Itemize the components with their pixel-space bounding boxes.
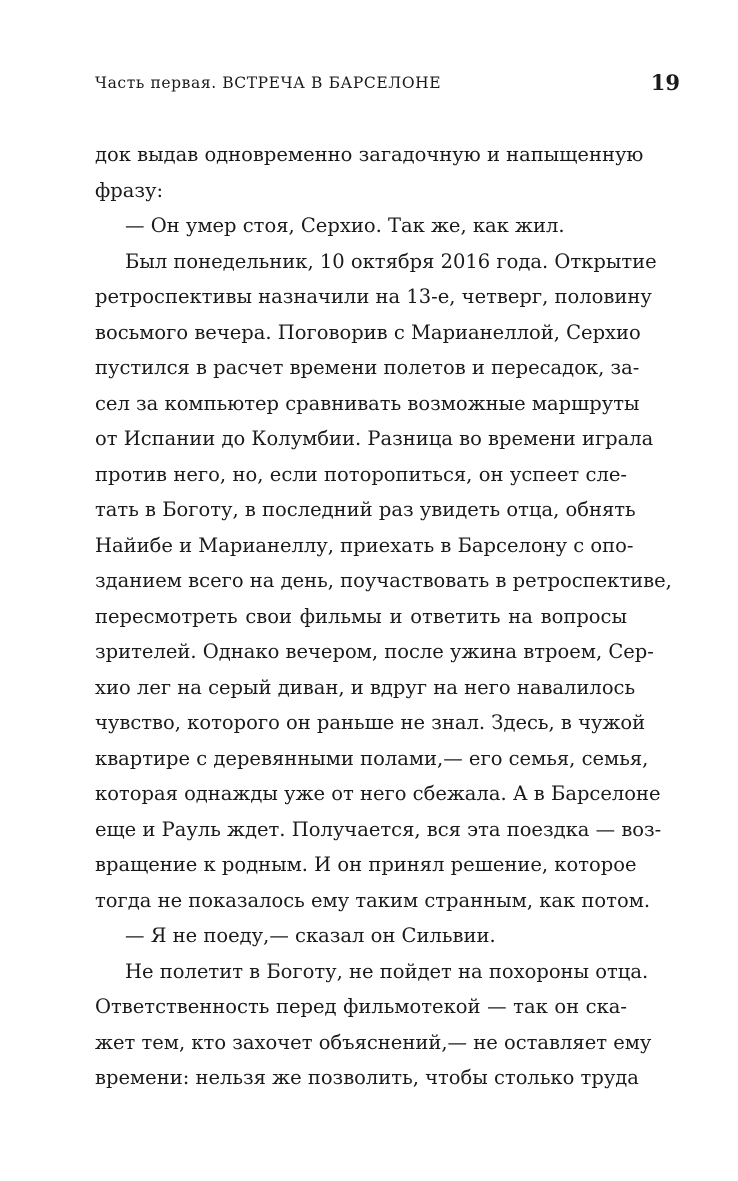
text-line: которая однажды уже от него сбежала. А в Барселоне — [95, 782, 661, 805]
text-line: восьмого вечера. Поговорив с Марианеллой, Серхио — [95, 320, 641, 344]
text-line: док выдав одновременно загадочную и напыщенную — [95, 143, 644, 166]
text-line: пустился в расчет времени полетов и пересадок, за- — [95, 356, 640, 379]
text-line: Ответственность перед фильмотекой — так он ска- — [95, 995, 627, 1018]
text-line: еще и Рауль ждет. Получается, вся эта поездка — воз- — [95, 817, 662, 841]
text-line: зрителей. Однако вечером, после ужина втроем, Сер- — [95, 640, 654, 663]
text-line: пересмотреть свои фильмы и ответить на вопросы — [95, 604, 627, 628]
body-text — [95, 137, 672, 1096]
paragraph-start-line: Был понедельник, 10 октября 2016 года. Открытие — [125, 249, 657, 273]
text-line: вращение к родным. И он принял решение, которое — [95, 853, 637, 876]
text-line: квартире с деревянными полами,— его семья, семья, — [95, 746, 649, 770]
text-line: тать в Боготу, в последний раз увидеть отца, обнять — [95, 498, 636, 521]
text-line: зданием всего на день, поучаствовать в ретроспективе, — [95, 569, 672, 592]
text-line: сел за компьютер сравнивать возможные маршруты — [95, 391, 640, 415]
text-line: жет тем, кто захочет объяснений,— не оставляет ему — [95, 1030, 652, 1054]
text-line: чувство, которого он раньше не знал. Здесь, в чужой — [95, 711, 646, 734]
text-line: фразу: — [95, 178, 164, 202]
dialogue-line: — Он умер стоя, Серхио. Так же, как жил. — [125, 214, 565, 237]
text-line: от Испании до Колумбии. Разница во времени играла — [95, 427, 654, 450]
text-line: тогда не показалось ему таким странным, как потом. — [95, 888, 651, 912]
section-title: Часть первая. ВСТРЕЧА В БАРСЕЛОНЕ — [95, 74, 442, 92]
page-number: 19 — [650, 70, 680, 95]
text-line: хио лег на серый диван, и вдруг на него навалилось — [95, 675, 636, 699]
dialogue-line: — Я не поеду,— сказал он Сильвии. — [125, 924, 496, 947]
text-line: Найибе и Марианеллу, приехать в Барселону с опо- — [95, 533, 634, 557]
text-line: времени: нельзя же позволить, чтобы столько труда — [95, 1066, 639, 1089]
running-head — [95, 70, 680, 100]
text-line: ретроспективы назначили на 13-е, четверг, половину — [95, 285, 652, 308]
text-line: против него, но, если поторопиться, он успеет сле- — [95, 462, 627, 486]
paragraph-start-line: Не полетит в Боготу, не пойдет на похороны отца. — [125, 959, 649, 983]
